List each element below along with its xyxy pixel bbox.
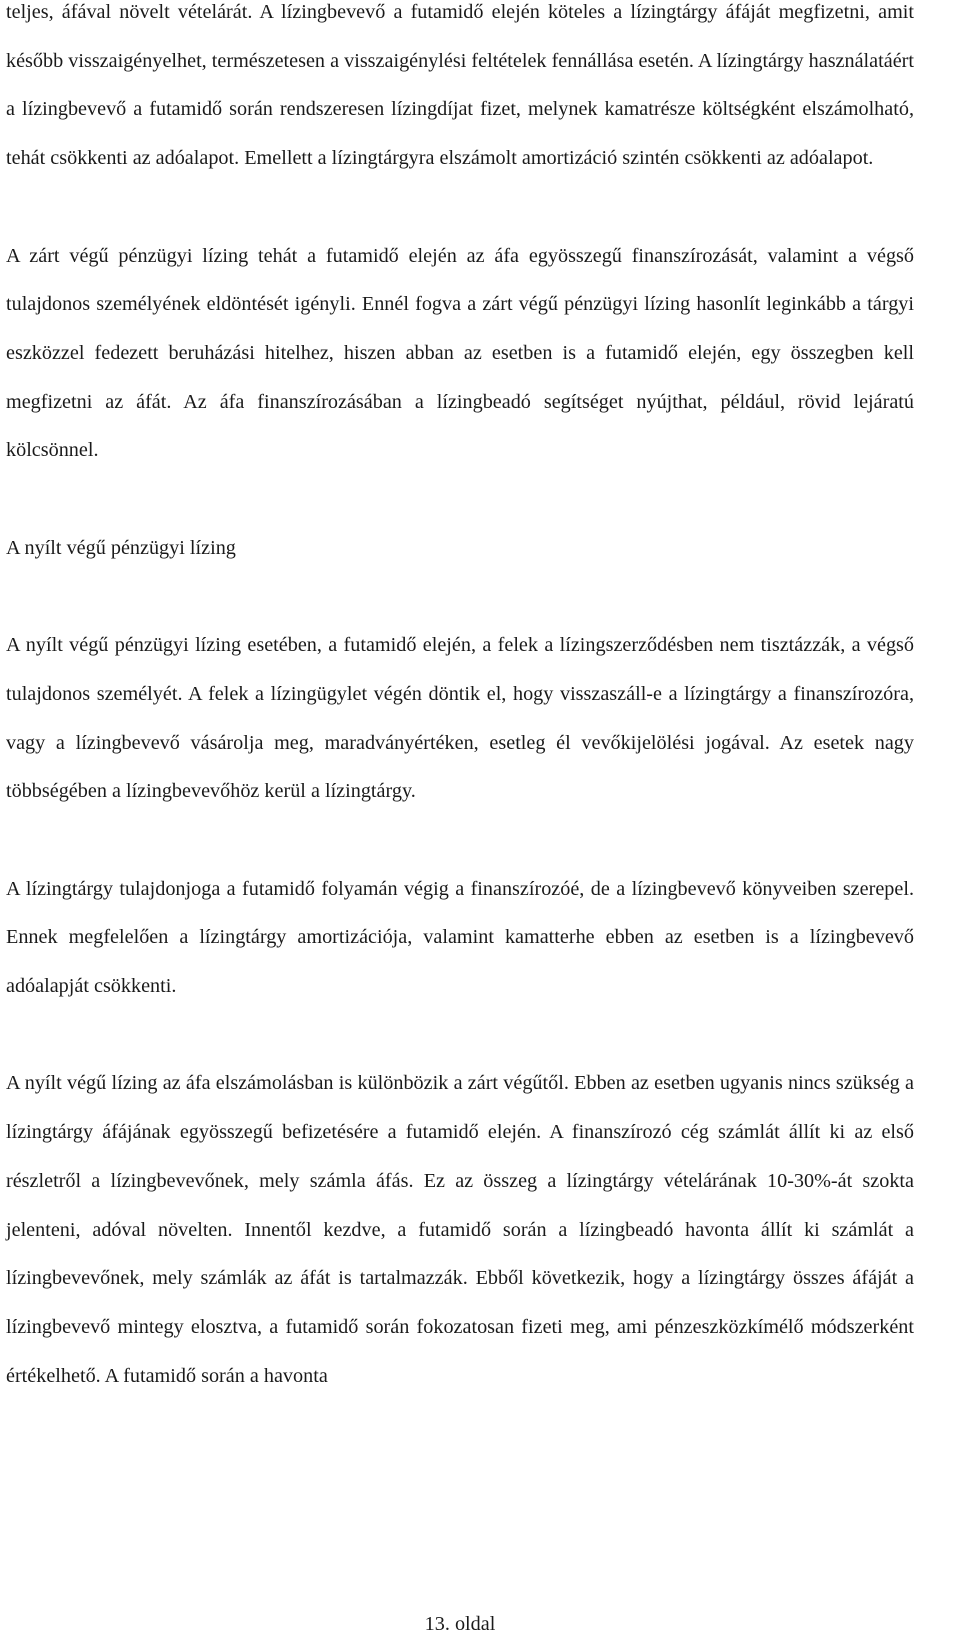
document-page <box>6 0 914 1400</box>
paragraph-spacer <box>6 572 914 621</box>
paragraph-spacer <box>6 183 914 232</box>
paragraph: A zárt végű pénzügyi lízing tehát a futamidő elején az áfa egyösszegű finanszírozását, valamint a végső tulajdonos személyének eldöntését igényli. Ennél fogva a zárt végű pénzügyi lízing hasonlít leginkább a tárgyi eszközzel fedezett beruházási hitelhez, hiszen abban az esetben is a futamidő elején, egy összegben kell megfizetni az áfát. Az áfa finanszírozásában a lízingbeadó segítséget nyújthat, például, rövid lejáratú kölcsönnel. <box>6 244 914 462</box>
paragraph: A nyílt végű lízing az áfa elszámolásban is különbözik a zárt végűtől. Ebben az esetben ugyanis nincs szükség a lízingtárgy áfájának egyösszegű befizetésére a futamidő elején. A finanszírozó cég számlát állít ki az első részletről a lízingbevevőnek, mely számla áfás. Ez az összeg a lízingtárgy vételárának 10-30%-át szokta jelenteni, adóval növelten. Innentől kezdve, a futamidő során a lízingbeadó havonta állít ki számlát a lízingbevevőnek, mely számlák az áfát is tartalmazzák. Ebből következik, hogy a lízingtárgy összes áfáját a lízingbevevő mintegy elosztva, a futamidő során fokozatosan fizeti meg, ami pénzeszközkímélő módszerként értékelhető. A futamidő során a havonta <box>6 1072 914 1387</box>
paragraph: A nyílt végű pénzügyi lízing esetében, a futamidő elején, a felek a lízingszerződésben nem tisztázzák, a végső tulajdonos személyét. A felek a lízingügylet végén döntik el, hogy visszaszáll-e a lízingtárgy a finanszírozóra, vagy a lízingbevevő vásárolja meg, maradványértéken, esetleg él vevőkijelölési jogával. Az esetek nagy többségében a lízingbevevőhöz kerül a lízingtárgy. <box>6 634 914 803</box>
paragraph: A lízingtárgy tulajdonjoga a futamidő folyamán végig a finanszírozóé, de a lízingbevevő könyveiben szerepel. Ennek megfelelően a lízingtárgy amortizációja, valamint kamatterhe ebben az esetben is a lízingbevevő adóalapját csökkenti. <box>6 877 914 997</box>
page-number: 13. oldal <box>424 1613 496 1635</box>
section-heading: A nyílt végű pénzügyi lízing <box>6 536 236 559</box>
paragraph-spacer <box>6 475 914 524</box>
paragraph: teljes, áfával növelt vételárát. A lízingbevevő a futamidő elején köteles a lízingtárgy áfáját megfizetni, amit később visszaigényelhet, természetesen a visszaigénylési feltételek fennállása esetén. A lízingtárgy használatáért a lízingbevevő a futamidő során rendszeresen lízingdíjat fizet, melynek kamatrésze költségként elszámolható, tehát csökkenti az adóalapot. Emellett a lízingtárgyra elszámolt amortizáció szintén csökkenti az adóalapot. <box>6 1 914 170</box>
paragraph-spacer <box>6 816 914 865</box>
paragraph-spacer <box>6 1011 914 1060</box>
